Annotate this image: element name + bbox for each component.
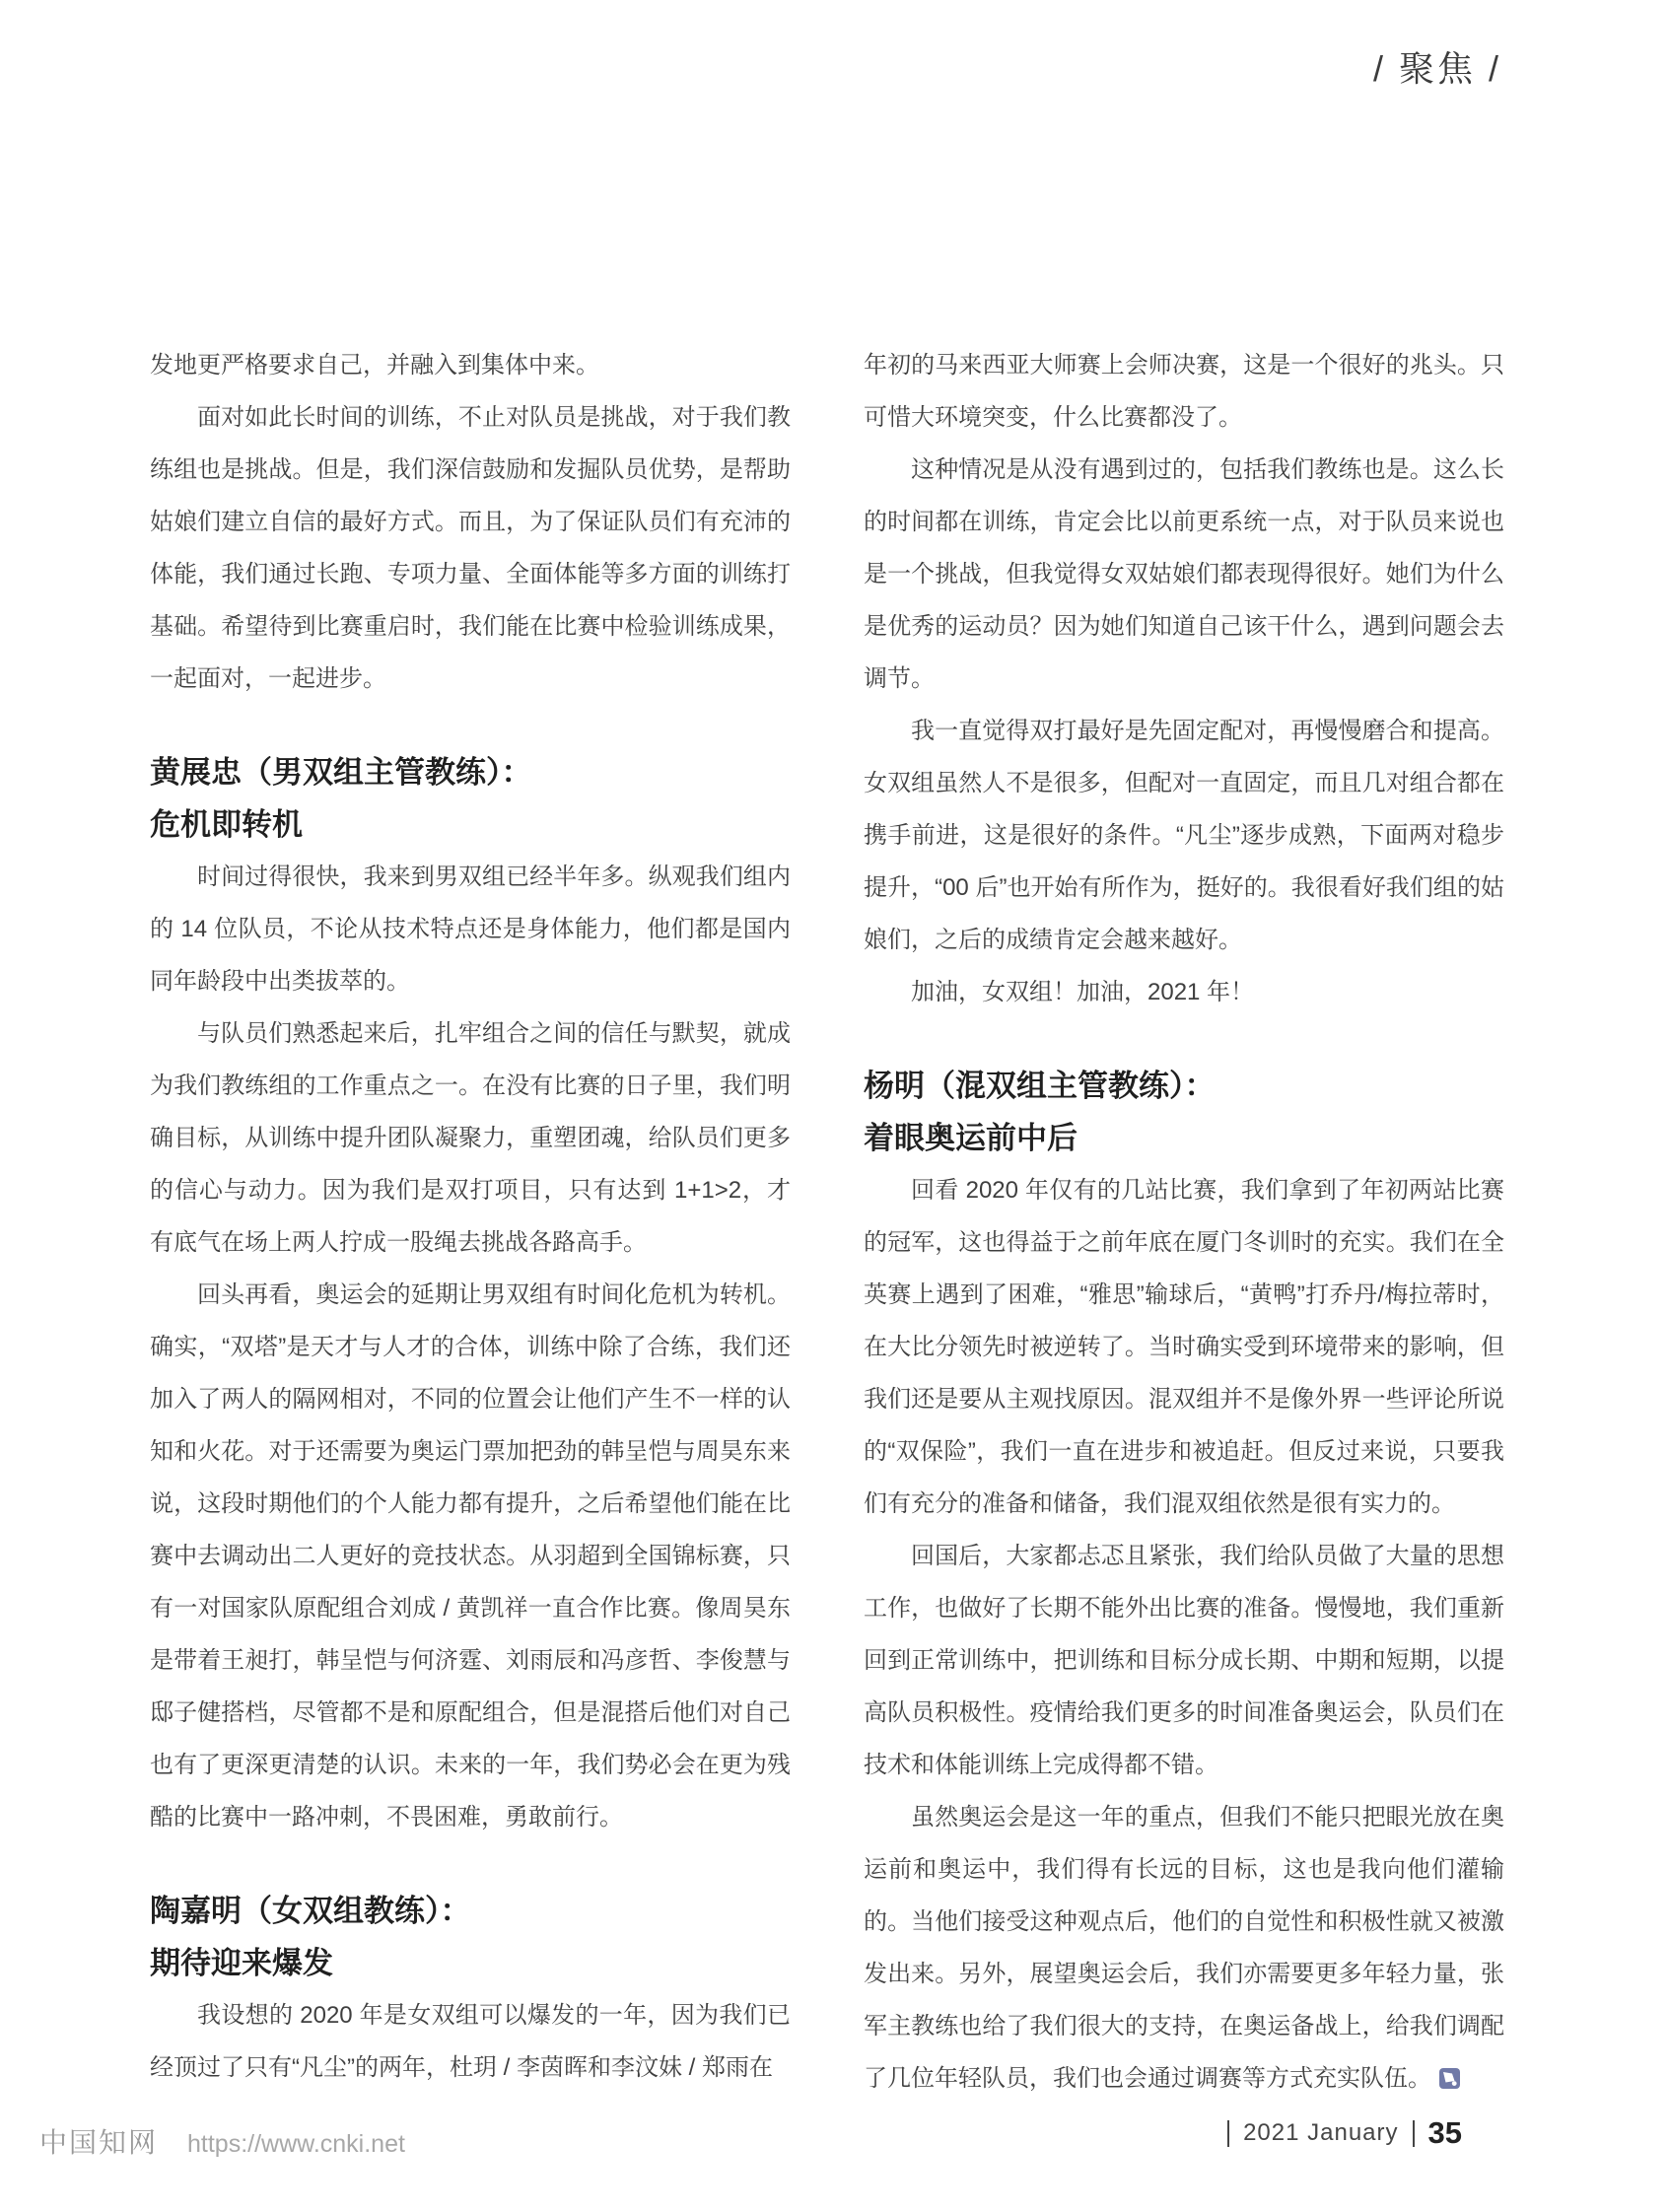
cnki-watermark (39, 2121, 405, 2161)
article-paragraph: 面对如此长时间的训练，不止对队员是挑战，对于我们教练组也是挑战。但是，我们深信鼓励和发掘队员优势，是帮助姑娘们建立自信的最好方式。而且，为了保证队员们有充沛的体能，我们通过长跑、专项力量、全面体能等多方面的训练打基础。希望待到比赛重启时，我们能在比赛中检验训练成果，一起面对，一起进步。 (150, 404, 791, 692)
footer-divider (1413, 2120, 1415, 2147)
issue-date: 2021 January (1243, 2119, 1399, 2146)
article-paragraph: 年初的马来西亚大师赛上会师决赛，这是一个很好的兆头。只可惜大环境突变，什么比赛都没了。 (864, 352, 1504, 431)
left-column (150, 339, 791, 2094)
article-paragraph: 回看 2020 年仅有的几站比赛，我们拿到了年初两站比赛的冠军，这也得益于之前年底在厦门冬训时的充实。我们在全英赛上遇到了困难，“雅思”输球后，“黄鸭”打乔丹/梅拉蒂时，在大比分领先时被逆转了。当时确实受到环境带来的影响，但我们还是要从主观找原因。混双组并不是像外界一些评论所说的“双保险”，我们一直在进步和被追赶。但反过来说，只要我们有充分的准备和储备，我们混双组依然是很有实力的。 (864, 1177, 1504, 1517)
article-paragraph: 与队员们熟悉起来后，扎牢组合之间的信任与默契，就成为我们教练组的工作重点之一。在没有比赛的日子里，我们明确目标，从训练中提升团队凝聚力，重塑团魂，给队员们更多的信心与动力。因为我们是双打项目，只有达到 1+1>2，才有底气在场上两人拧成一股绳去挑战各路高手。 (150, 1020, 791, 1256)
section-heading-taojiaming (150, 1885, 791, 1989)
shuttlecock-end-icon (1439, 2068, 1460, 2089)
right-column (864, 339, 1504, 2105)
section-tag: / 聚焦 / (1372, 48, 1501, 89)
article-paragraph (864, 1791, 1504, 2105)
footer-divider (1227, 2120, 1229, 2147)
article-paragraph: 这种情况是从没有遇到过的，包括我们教练也是。这么长的时间都在训练，肯定会比以前更系统一点，对于队员来说也是一个挑战，但我觉得女双姑娘们都表现得很好。她们为什么是优秀的运动员？因为她们知道自己该干什么，遇到问题会去调节。 (864, 456, 1504, 692)
article-paragraph-text: 虽然奥运会是这一年的重点，但我们不能只把眼光放在奥运前和奥运中，我们得有长远的目标，这也是我向他们灌输的。当他们接受这种观点后，他们的自觉性和积极性就又被激发出来。另外，展望奥运会后，我们亦需要更多年轻力量，张军主教练也给了我们很大的支持，在奥运备战上，给我们调配了几位年轻队员，我们也会通过调赛等方式充实队伍。 (864, 1804, 1504, 2092)
coach-name-line: 杨明（混双组主管教练）： (864, 1069, 1216, 1103)
section-title-line: 着眼奥运前中后 (864, 1121, 1078, 1155)
cnki-logo-text: 中国知网 (39, 2127, 159, 2158)
article-paragraph: 我设想的 2020 年是女双组可以爆发的一年，因为我们已经顶过了只有“凡尘”的两年，杜玥 / 李茵晖和李汶妹 / 郑雨在 (150, 2002, 791, 2081)
page-footer (1227, 2115, 1462, 2151)
article-paragraph: 时间过得很快，我来到男双组已经半年多。纵观我们组内的 14 位队员，不论从技术特点还是身体能力，他们都是国内同年龄段中出类拔萃的。 (150, 864, 791, 995)
coach-name-line: 陶嘉明（女双组教练）： (150, 1894, 471, 1928)
article-paragraph: 回头再看，奥运会的延期让男双组有时间化危机为转机。确实，“双塔”是天才与人才的合体，训练中除了合练，我们还加入了两人的隔网相对，不同的位置会让他们产生不一样的认知和火花。对于还需要为奥运门票加把劲的韩呈恺与周昊东来说，这段时期他们的个人能力都有提升，之后希望他们能在比赛中去调动出二人更好的竞技状态。从羽超到全国锦标赛，只有一对国家队原配组合刘成 / 黄凯祥一直合作比赛。像周昊东是带着王昶打，韩呈恺与何济霆、刘雨辰和冯彦哲、李俊慧与邸子健搭档，尽管都不是和原配组合，但是混搭后他们对自己也有了更深更清楚的认识。未来的一年，我们势必会在更为残酷的比赛中一路冲刺，不畏困难，勇敢前行。 (150, 1281, 791, 1831)
section-title-line: 期待迎来爆发 (150, 1946, 333, 1980)
coach-name-line: 黄展忠（男双组主管教练）： (150, 755, 532, 790)
page-number: 35 (1427, 2115, 1462, 2150)
article-paragraph: 发地更严格要求自己，并融入到集体中来。 (150, 352, 599, 379)
section-title-line: 危机即转机 (150, 807, 303, 842)
section-heading-yangming (864, 1060, 1504, 1164)
article-paragraph: 加油，女双组！加油，2021 年！ (911, 979, 1255, 1005)
section-heading-huangzhanzhong (150, 746, 791, 851)
article-paragraph: 回国后，大家都忐忑且紧张，我们给队员做了大量的思想工作，也做好了长期不能外出比赛的准备。慢慢地，我们重新回到正常训练中，把训练和目标分成长期、中期和短期，以提高队员积极性。疫情给我们更多的时间准备奥运会，队员们在技术和体能训练上完成得都不错。 (864, 1543, 1504, 1778)
article-paragraph: 我一直觉得双打最好是先固定配对，再慢慢磨合和提高。女双组虽然人不是很多，但配对一直固定，而且几对组合都在携手前进，这是很好的条件。“凡尘”逐步成熟，下面两对稳步提升，“00 后”也开始有所作为，挺好的。我很看好我们组的姑娘们，之后的成绩肯定会越来越好。 (864, 718, 1504, 953)
cnki-url: https://www.cnki.net (187, 2130, 405, 2158)
